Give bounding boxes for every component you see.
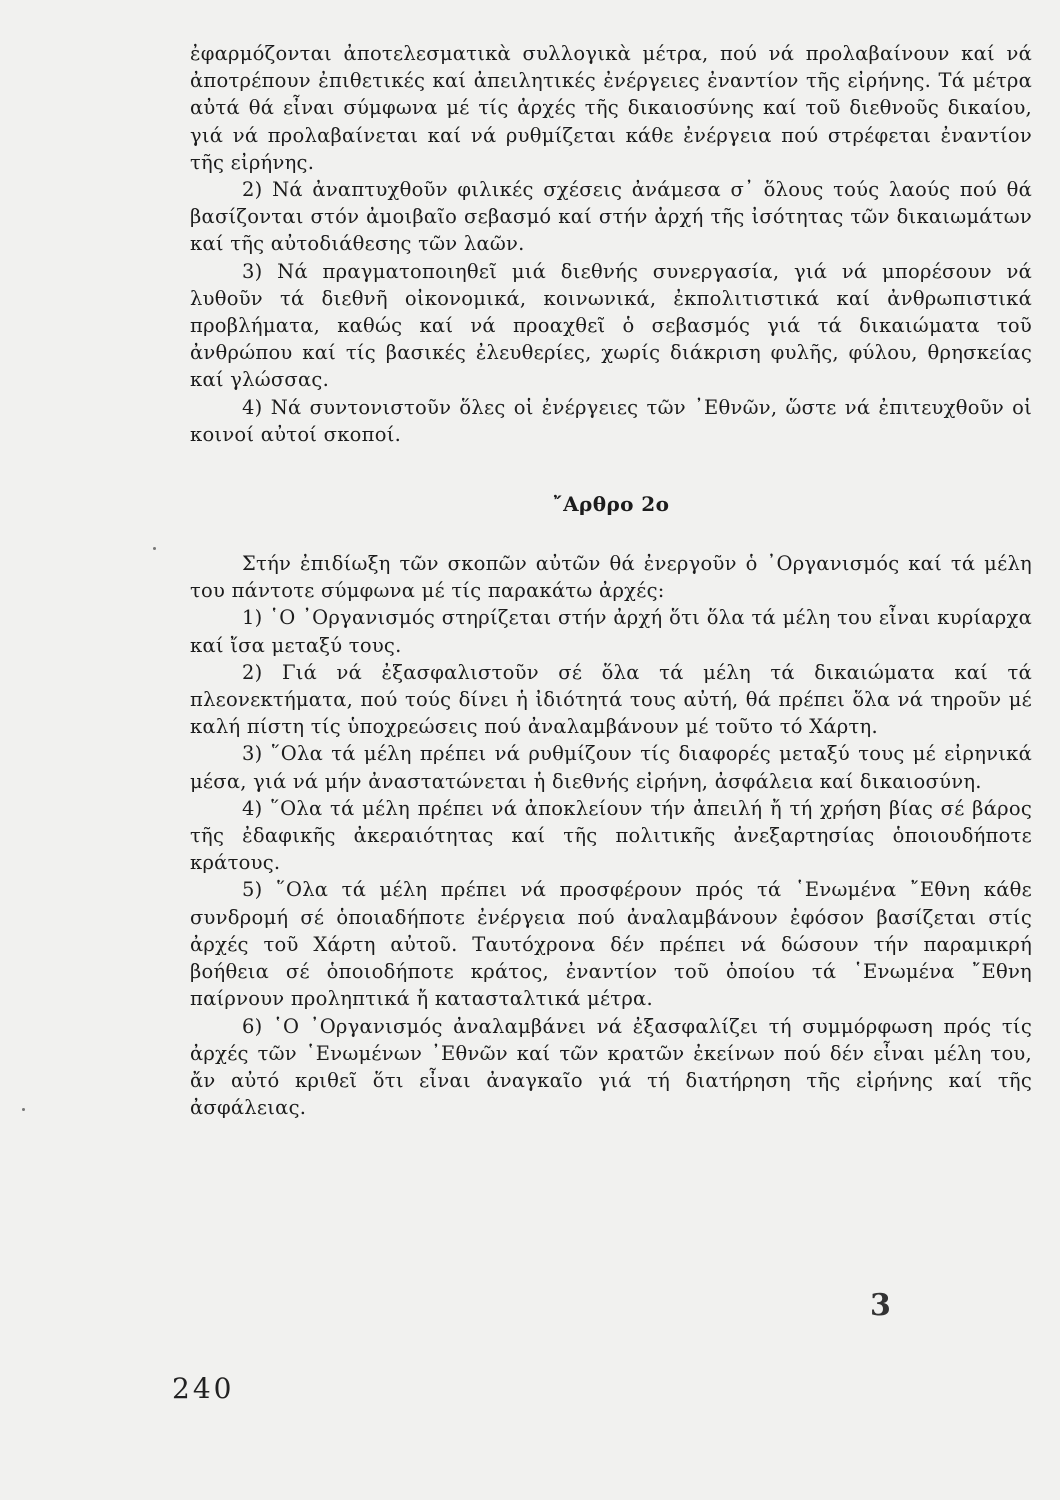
principle-item-1: 1) ῾Ο ᾽Οργανισμός στηρίζεται στήν ἀρχή ὅτι ὅλα τά μέλη του εἶναι κυρίαρχα καί ἴσα μεταξύ τους. (190, 606, 1032, 657)
paragraph-continuation: ἐφαρμόζονται ἀποτελεσματικὰ συλλογικὰ μέτρα, πού νά προλαβαίνουν καί νά ἀποτρέπουν ἐπιθετικές καί ἀπειλητικές ἐνέργειες ἐναντίον τῆς εἰρήνης. Τά μέτρα αὐτά θά εἶναι σύμφωνα μέ τίς ἀρχές τῆς δικαιοσύνης καί τοῦ διεθνοῦς δικαίου, γιά νά προλαβαίνεται καί νά ρυθμίζεται κάθε ἐνέργεια πού στρέφεται ἐναντίον τῆς εἰρήνης. (190, 42, 1032, 174)
scan-speck (153, 547, 156, 550)
paragraph-item-2: 2) Νά ἀναπτυχθοῦν φιλικές σχέσεις ἀνάμεσα σ᾽ ὅλους τούς λαούς πού θά βασίζονται στόν ἀμοιβαῖο σεβασμό καί στήν ἀρχή τῆς ἰσότητας τῶν δικαιωμάτων καί τῆς αὐτοδιάθεσης τῶν λαῶν. (190, 178, 1032, 256)
page-body (190, 40, 1032, 1121)
scan-speck (22, 1108, 25, 1111)
article-intro-paragraph: Στήν ἐπιδίωξη τῶν σκοπῶν αὐτῶν θά ἐνεργοῦν ὁ ᾽Οργανισμός καί τά μέλη του πάντοτε σύμφωνα μέ τίς παρακάτω ἀρχές: (190, 552, 1032, 603)
page-number: 240 (172, 1372, 235, 1405)
principle-item-6: 6) ῾Ο ᾽Οργανισμός ἀναλαμβάνει νά ἐξασφαλίζει τή συμμόρφωση πρός τίς ἀρχές τῶν ῾Ενωμένων ᾽Εθνῶν καί τῶν κρατῶν ἐκείνων πού δέν εἶναι μέλη του, ἄν αὐτό κριθεῖ ὅτι εἶναι ἀναγκαῖο γιά τή διατήρηση τῆς εἰρήνης καί τῆς ἀσφάλειας. (190, 1014, 1032, 1120)
article-heading: ῎Αρθρο 2ο (552, 492, 670, 517)
paragraph-item-3: 3) Νά πραγματοποιηθεῖ μιά διεθνής συνεργασία, γιά νά μπορέσουν νά λυθοῦν τά διεθνῆ οἰκονομικά, κοινωνικά, ἐκπολιτιστικά καί ἀνθρωπιστικά προβλήματα, καθώς καί νά προαχθεῖ ὁ σεβασμός γιά τά δικαιώματα τοῦ ἀνθρώπου καί τίς βασικές ἐλευθερίες, χωρίς διάκριση φυλῆς, φύλου, θρησκείας καί γλώσσας. (190, 259, 1032, 392)
catchword-mark: 3 (870, 1288, 891, 1323)
principle-item-3: 3) ῞Ολα τά μέλη πρέπει νά ρυθμίζουν τίς διαφορές μεταξύ τους μέ εἰρηνικά μέσα, γιά νά μήν ἀναστατώνεται ἡ διεθνής εἰρήνη, ἀσφάλεια καί δικαιοσύνη. (190, 742, 1032, 793)
paragraph-item-4: 4) Νά συντονιστοῦν ὅλες οἱ ἐνέργειες τῶν ᾽Εθνῶν, ὥστε νά ἐπιτευχθοῦν οἱ κοινοί αὐτοί σκοποί. (190, 395, 1032, 446)
principle-item-4: 4) ῞Ολα τά μέλη πρέπει νά ἀποκλείουν τήν ἀπειλή ἤ τή χρήση βίας σέ βάρος τῆς ἐδαφικῆς ἀκεραιότητας καί τῆς πολιτικῆς ἀνεξαρτησίας ὁποιουδήποτε κράτους. (190, 796, 1032, 875)
principle-item-2: 2) Γιά νά ἐξασφαλιστοῦν σέ ὅλα τά μέλη τά δικαιώματα καί τά πλεονεκτήματα, πού τούς δίνει ἡ ἰδιότητά τους αὐτή, θά πρέπει ὅλα νά τηροῦν μέ καλή πίστη τίς ὑποχρεώσεις πού ἀναλαμβάνουν μέ τοῦτο τό Χάρτη. (190, 660, 1032, 739)
principle-item-5: 5) ῞Ολα τά μέλη πρέπει νά προσφέρουν πρός τά ῾Ενωμένα ῎Εθνη κάθε συνδρομή σέ ὁποιαδήποτε ἐνέργεια πού ἀναλαμβάνουν ἐφόσον βασίζεται στίς ἀρχές τοῦ Χάρτη αὐτοῦ. Ταυτόχρονα δέν πρέπει νά δώσουν τήν παραμικρή βοήθεια σέ ὁποιοδήποτε κράτος, ἐναντίον τοῦ ὁποίου τά ῾Ενωμένα ῎Εθνη παίρνουν προληπτικά ἤ κατασταλτικά μέτρα. (190, 878, 1032, 1011)
